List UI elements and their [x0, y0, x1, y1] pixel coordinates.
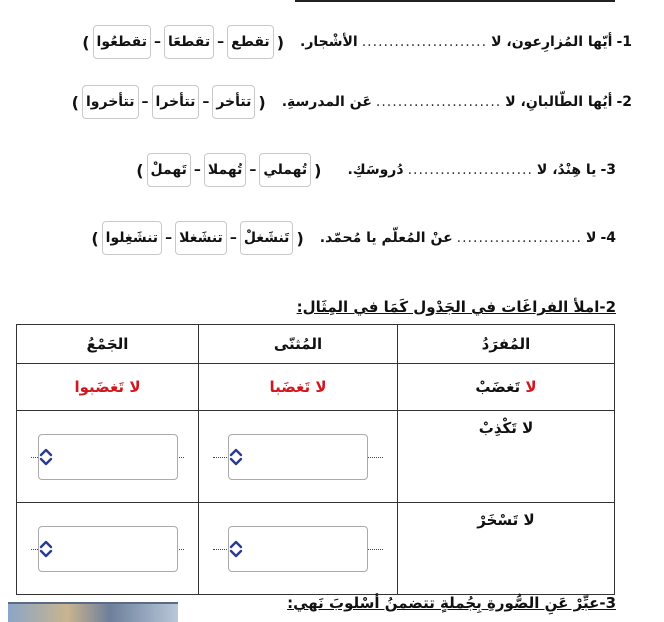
- option-chip[interactable]: تقطعَا: [164, 25, 214, 59]
- question-4: 4- لا ....................... عنْ المُعلّم يا مُحمّد. ( تَنشَغلْ – تنشَغلا – تنشَغِلوا ): [20, 218, 616, 258]
- option-chip[interactable]: تتأخروا: [82, 85, 139, 119]
- picture-image: [8, 602, 178, 622]
- row-2-dual-cell: [199, 503, 398, 595]
- row-1-dual-cell: [199, 411, 398, 503]
- question-2: 2- أيُها الطّالبانِ، لا ....................... عَن المدرسةِ. ( تتأخر – تتأخرا – تتأخروا ): [20, 82, 632, 122]
- question-text-before: يا هِنْدُ، لا: [536, 162, 597, 178]
- question-number: 2-: [616, 94, 632, 110]
- question-text-before: لا: [586, 230, 597, 246]
- negation-particle: لا: [129, 378, 141, 396]
- example-dual: [199, 364, 398, 411]
- example-plural: [17, 364, 199, 411]
- row-1-singular: لا تَكْذِبْ: [398, 411, 615, 503]
- header-singular: المُفرَدُ: [398, 325, 615, 364]
- top-rule: [295, 0, 615, 2]
- header-plural: الجَمْعُ: [17, 325, 199, 364]
- question-1: 1- أيّها المُزارِعون، لا ....................... الأشْجار. ( تقطع – تقطعَا – تقطعُوا ): [20, 22, 632, 62]
- chevron-updown-icon: [229, 448, 243, 466]
- chevron-updown-icon: [39, 540, 53, 558]
- option-chip[interactable]: تُهملا: [204, 153, 247, 187]
- answer-blank: .......................: [456, 230, 582, 246]
- question-text-after: عَن المدرسةِ.: [281, 94, 372, 110]
- question-number: 4-: [600, 230, 616, 246]
- negation-particle: لا: [315, 378, 327, 396]
- example-verb: تَغضَبا: [269, 378, 311, 396]
- row-2-singular: لا تَسْخَرْ: [398, 503, 615, 595]
- question-text-before: أيُها الطّالبانِ، لا: [505, 94, 613, 110]
- option-chip[interactable]: تقطع: [227, 25, 274, 59]
- section-3-title: 3-عبِّرْ عَنِ الصُّورةِ بِجُملةٍ تتضمنُ أسْلوبَ نَهي:: [287, 594, 616, 612]
- question-number: 3-: [600, 162, 616, 178]
- option-chip[interactable]: تتأخر: [212, 85, 255, 119]
- section-2-title: 2-املأ الفراغَات في الجَدْول كَمَا في المِثَال:: [296, 298, 616, 316]
- example-singular: [398, 364, 615, 411]
- question-text-after: الأشْجار.: [300, 34, 358, 50]
- question-text-after: دُروسَكِ.: [347, 162, 404, 178]
- conjugation-table: [16, 324, 615, 595]
- question-3: 3- يا هِنْدُ، لا ....................... دُروسَكِ. ( تُهملي – تُهملا – تَهملْ ): [20, 150, 616, 190]
- header-dual: المُثنّى: [199, 325, 398, 364]
- question-number: 1-: [616, 34, 632, 50]
- dual-answer-select[interactable]: [228, 526, 368, 572]
- option-chip[interactable]: تَهملْ: [147, 153, 191, 187]
- answer-blank: .......................: [361, 34, 488, 50]
- plural-answer-select[interactable]: [38, 434, 178, 480]
- option-chip[interactable]: تتأخرا: [152, 85, 200, 119]
- option-chip[interactable]: تقطعُوا: [93, 25, 151, 59]
- chevron-updown-icon: [39, 448, 53, 466]
- option-chip[interactable]: تُهملي: [259, 153, 311, 187]
- negation-particle: لا: [525, 378, 537, 396]
- option-chip[interactable]: تنشَغلا: [175, 221, 227, 255]
- question-text-before: أيّها المُزارِعون، لا: [491, 34, 613, 50]
- dual-answer-select[interactable]: [228, 434, 368, 480]
- chevron-updown-icon: [229, 540, 243, 558]
- question-text-after: عنْ المُعلّم يا مُحمّد.: [319, 230, 453, 246]
- example-verb: تَغضَبوا: [74, 378, 125, 396]
- option-chip[interactable]: تَنشَغلْ: [240, 221, 294, 255]
- example-verb: تَغضَبْ: [475, 378, 521, 396]
- option-chip[interactable]: تنشَغِلوا: [102, 221, 162, 255]
- plural-answer-select[interactable]: [38, 526, 178, 572]
- row-1-plural-cell: [17, 411, 199, 503]
- answer-blank: .......................: [407, 162, 533, 178]
- answer-blank: .......................: [375, 94, 502, 110]
- row-2-plural-cell: [17, 503, 199, 595]
